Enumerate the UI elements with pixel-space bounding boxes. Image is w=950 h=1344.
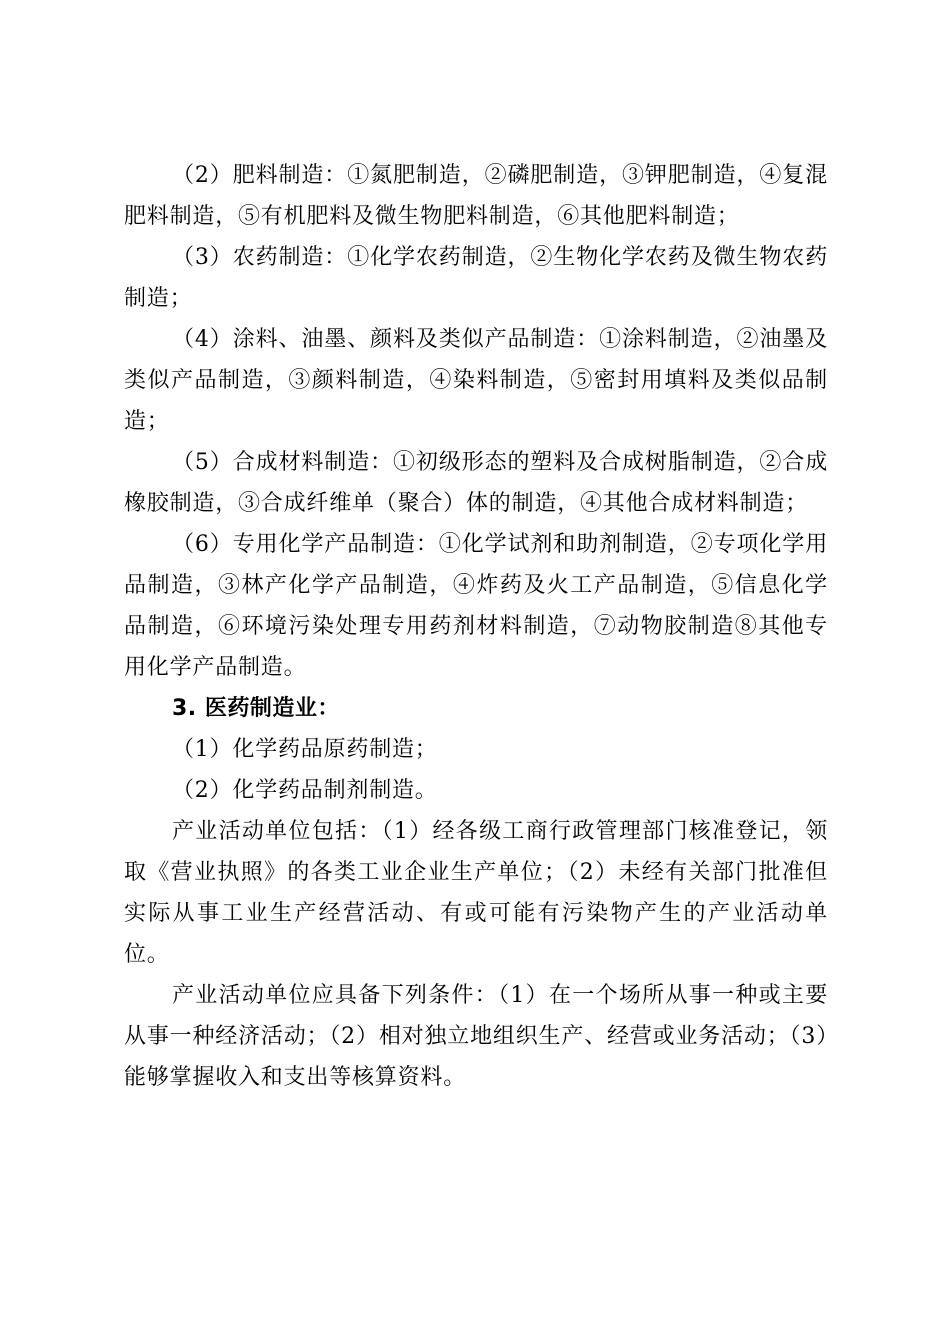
document-body (124, 155, 828, 1098)
paragraph-coatings: （4）涂料、油墨、颜料及类似产品制造：①涂料制造，②油墨及类似产品制造，③颜料制造，④染料制造，⑤密封用填料及类似品制造； (124, 327, 828, 434)
section-heading-pharma: 3. 医药制造业： (172, 696, 340, 721)
paragraph-synthetic-materials: （5）合成材料制造：①初级形态的塑料及合成树脂制造，②合成橡胶制造，③合成纤维单（聚合）体的制造，④其他合成材料制造； (124, 450, 828, 516)
paragraph-fertilizer: （2）肥料制造：①氮肥制造，②磷肥制造，③钾肥制造，④复混肥料制造，⑤有机肥料及微生物肥料制造，⑥其他肥料制造； (124, 163, 828, 229)
paragraph-specialty-chemicals: （6）专用化学产品制造：①化学试剂和助剂制造，②专项化学用品制造，③林产化学产品制造，④炸药及火工产品制造，⑤信息化学品制造，⑥环境污染处理专用药剂材料制造，⑦动物胶制造⑧其他专用化学产品制造。 (124, 532, 828, 680)
paragraph-unit-scope: 产业活动单位包括：（1）经各级工商行政管理部门核准登记，领取《营业执照》的各类工业企业生产单位；（2）未经有关部门批准但实际从事工业生产经营活动、有或可能有污染物产生的产业活动单位。 (124, 819, 828, 967)
paragraph-pharma-preparations: （2）化学药品制剂制造。 (172, 778, 438, 803)
paragraph-unit-conditions: 产业活动单位应具备下列条件：（1）在一个场所从事一种或主要从事一种经济活动；（2）相对独立地组织生产、经营或业务活动；（3）能够掌握收入和支出等核算资料。 (124, 983, 828, 1090)
paragraph-pharma-raw: （1）化学药品原药制造； (172, 737, 438, 762)
paragraph-pesticide: （3）农药制造：①化学农药制造，②生物化学农药及微生物农药制造； (124, 245, 828, 311)
